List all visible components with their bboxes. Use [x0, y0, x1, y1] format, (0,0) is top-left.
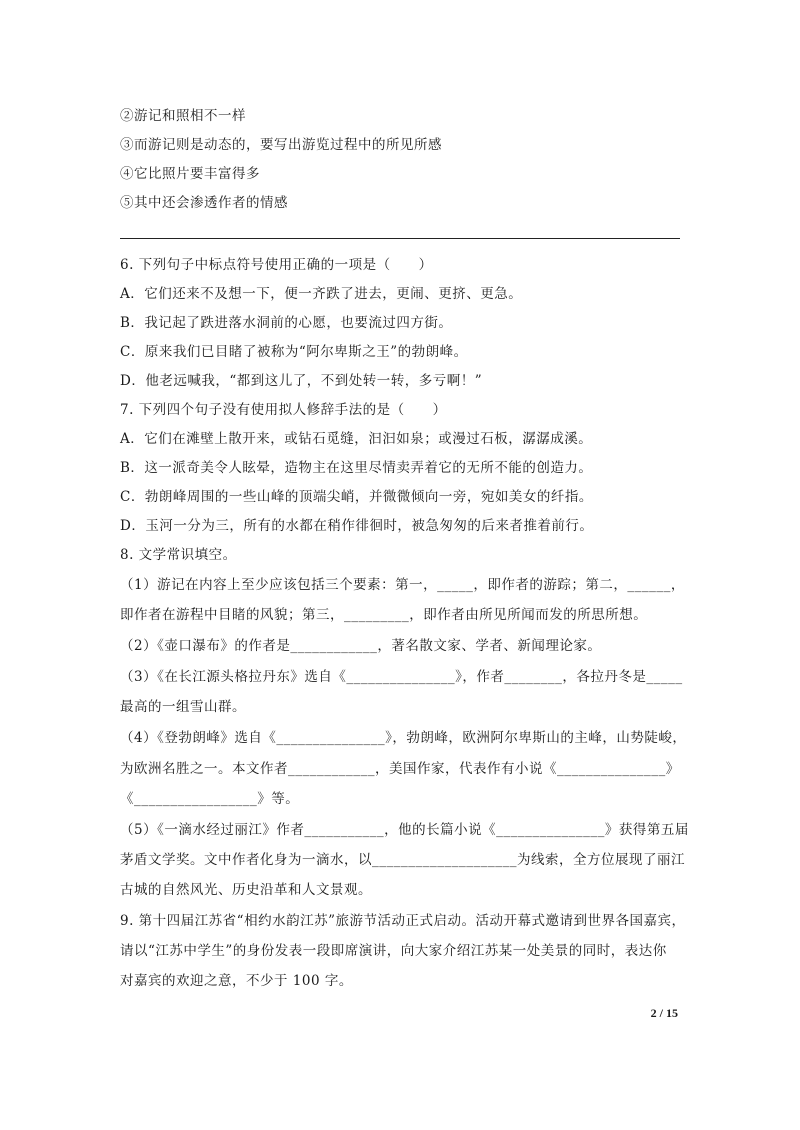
question-6-option-d: D．他老远喊我，“都到这儿了，不到处转一转，多亏啊！” — [120, 373, 483, 389]
question-9-line: 请以“江苏中学生”的身份发表一段即席演讲，向大家介绍江苏某一处美景的同时，表达你 — [120, 943, 667, 959]
question-7-option-c: C．勃朗峰周围的一些山峰的顶端尖峭，并微微倾向一旁，宛如美女的纤指。 — [120, 489, 593, 505]
question-6-option-c: C．原来我们已目睹了被称为“阿尔卑斯之王”的勃朗峰。 — [120, 344, 468, 360]
question-8-line: 古城的自然风光、历史沿革和人文景观。 — [120, 882, 372, 898]
question-8-line: （2）《壶口瀑布》的作者是____________，著名散文家、学者、新闻理论家。 — [120, 638, 602, 654]
question-6-stem: 6. 下列句子中标点符号使用正确的一项是（ ） — [120, 257, 433, 273]
question-6-option-a: A．它们还来不及想一下，便一齐跌了进去，更闹、更挤、更急。 — [120, 286, 523, 302]
question-8-line: 最高的一组雪山群。 — [120, 699, 246, 715]
question-8-line: （1）游记在内容上至少应该包括三个要素：第一，_____，即作者的游踪；第二，______， — [120, 577, 685, 593]
question-7-option-b: B．这一派奇美令人眩晕，造物主在这里尽情卖弄着它的无所不能的创造力。 — [120, 460, 593, 476]
question-7-option-d: D．玉河一分为三，所有的水都在稍作徘徊时，被急匆匆的后来者推着前行。 — [120, 518, 594, 534]
question-8-line: （3）《在长江源头格拉丹东》选自《_______________》，作者________，各拉丹冬是_____ — [120, 669, 683, 685]
question-8-line: 茅盾文学奖。文中作者化身为一滴水，以____________________为线索，全方位展现了丽江 — [120, 852, 685, 868]
page-number: 2 / 15 — [650, 1006, 678, 1020]
question-8-line: （5）《一滴水经过丽江》作者___________，他的长篇小说《_______________》获得第五届 — [120, 822, 689, 838]
question-8-line: 即作者在游程中目睹的风貌；第三，_________，即作者由所见所闻而发的所思所想。 — [120, 607, 648, 623]
option-2: ②游记和照相不一样 — [120, 108, 246, 124]
option-3: ③而游记则是动态的，要写出游览过程中的所见所感 — [120, 137, 442, 153]
option-4: ④它比照片要丰富得多 — [120, 166, 260, 182]
question-7-stem: 7. 下列四个句子没有使用拟人修辞手法的是（ ） — [120, 402, 447, 418]
question-7-option-a: A．它们在滩壁上散开来，或钻石觅缝，汩汩如泉；或漫过石板，潺潺成溪。 — [120, 431, 593, 447]
question-9-line: 对嘉宾的欢迎之意，不少于 100 字。 — [120, 973, 353, 989]
question-9-line: 9. 第十四届江苏省“相约水韵江苏”旅游节活动正式启动。活动开幕式邀请到世界各国嘉宾， — [120, 913, 686, 929]
option-5: ⑤其中还会渗透作者的情感 — [120, 195, 288, 211]
question-8-line: 《_________________》等。 — [120, 791, 300, 807]
question-8-line: （4）《登勃朗峰》选自《_______________》，勃朗峰，欧洲阿尔卑斯山的主峰，山势陡峻， — [120, 730, 687, 746]
question-6-option-b: B．我记起了跌进落水洞前的心愿，也要流过四方街。 — [120, 315, 453, 331]
answer-line — [120, 238, 680, 239]
question-8-stem: 8. 文学常识填空。 — [120, 547, 237, 563]
question-8-line: 为欧洲名胜之一。本文作者____________，美国作家，代表作有小说《_______________》 — [120, 761, 680, 777]
